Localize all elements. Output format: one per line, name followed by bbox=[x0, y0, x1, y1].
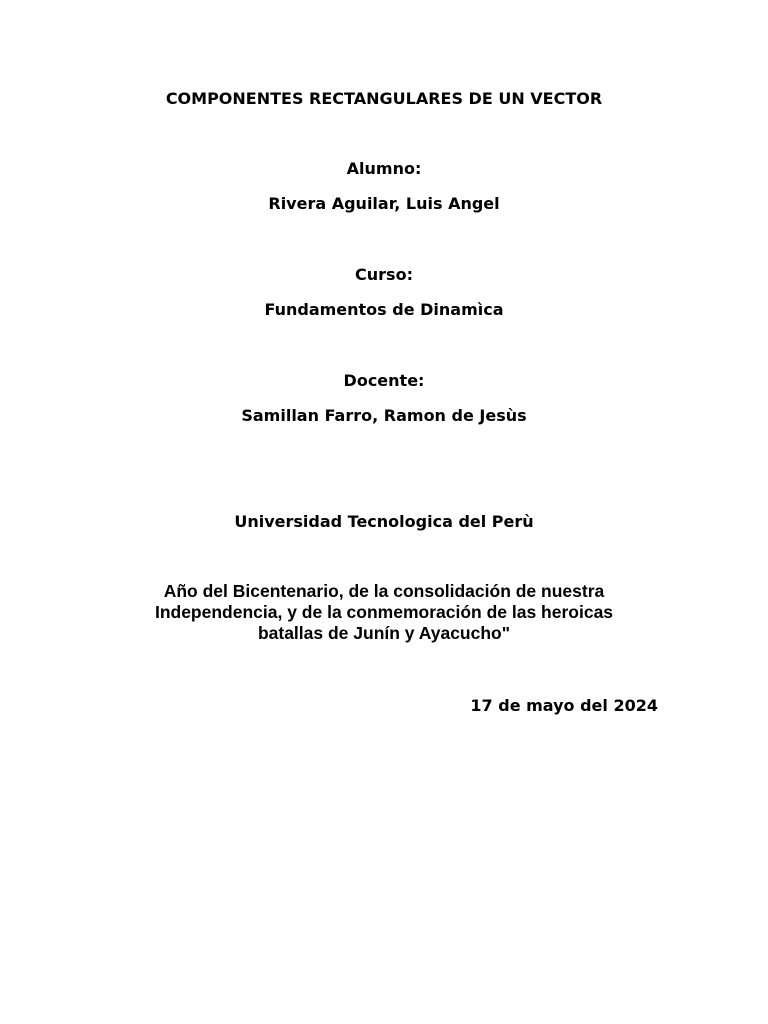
motto-line: Año del Bicentenario, de la consolidación de nuestra bbox=[163, 581, 605, 601]
course-label: Curso: bbox=[355, 265, 413, 284]
motto-line: batallas de Junín y Ayacucho" bbox=[257, 623, 511, 643]
university-name: Universidad Tecnologica del Perù bbox=[234, 512, 534, 531]
document-title: COMPONENTES RECTANGULARES DE UN VECTOR bbox=[165, 89, 603, 108]
teacher-name: Samillan Farro, Ramon de Jesùs bbox=[241, 406, 527, 425]
student-name: Rivera Aguilar, Luis Angel bbox=[268, 194, 500, 213]
year-motto bbox=[84, 581, 684, 644]
motto-line: Independencia, y de la conmemoración de las heroicas bbox=[154, 602, 614, 622]
teacher-label: Docente: bbox=[343, 371, 425, 390]
student-label: Alumno: bbox=[346, 159, 422, 178]
course-name: Fundamentos de Dinamìca bbox=[264, 300, 504, 319]
document-date: 17 de mayo del 2024 bbox=[470, 696, 658, 715]
